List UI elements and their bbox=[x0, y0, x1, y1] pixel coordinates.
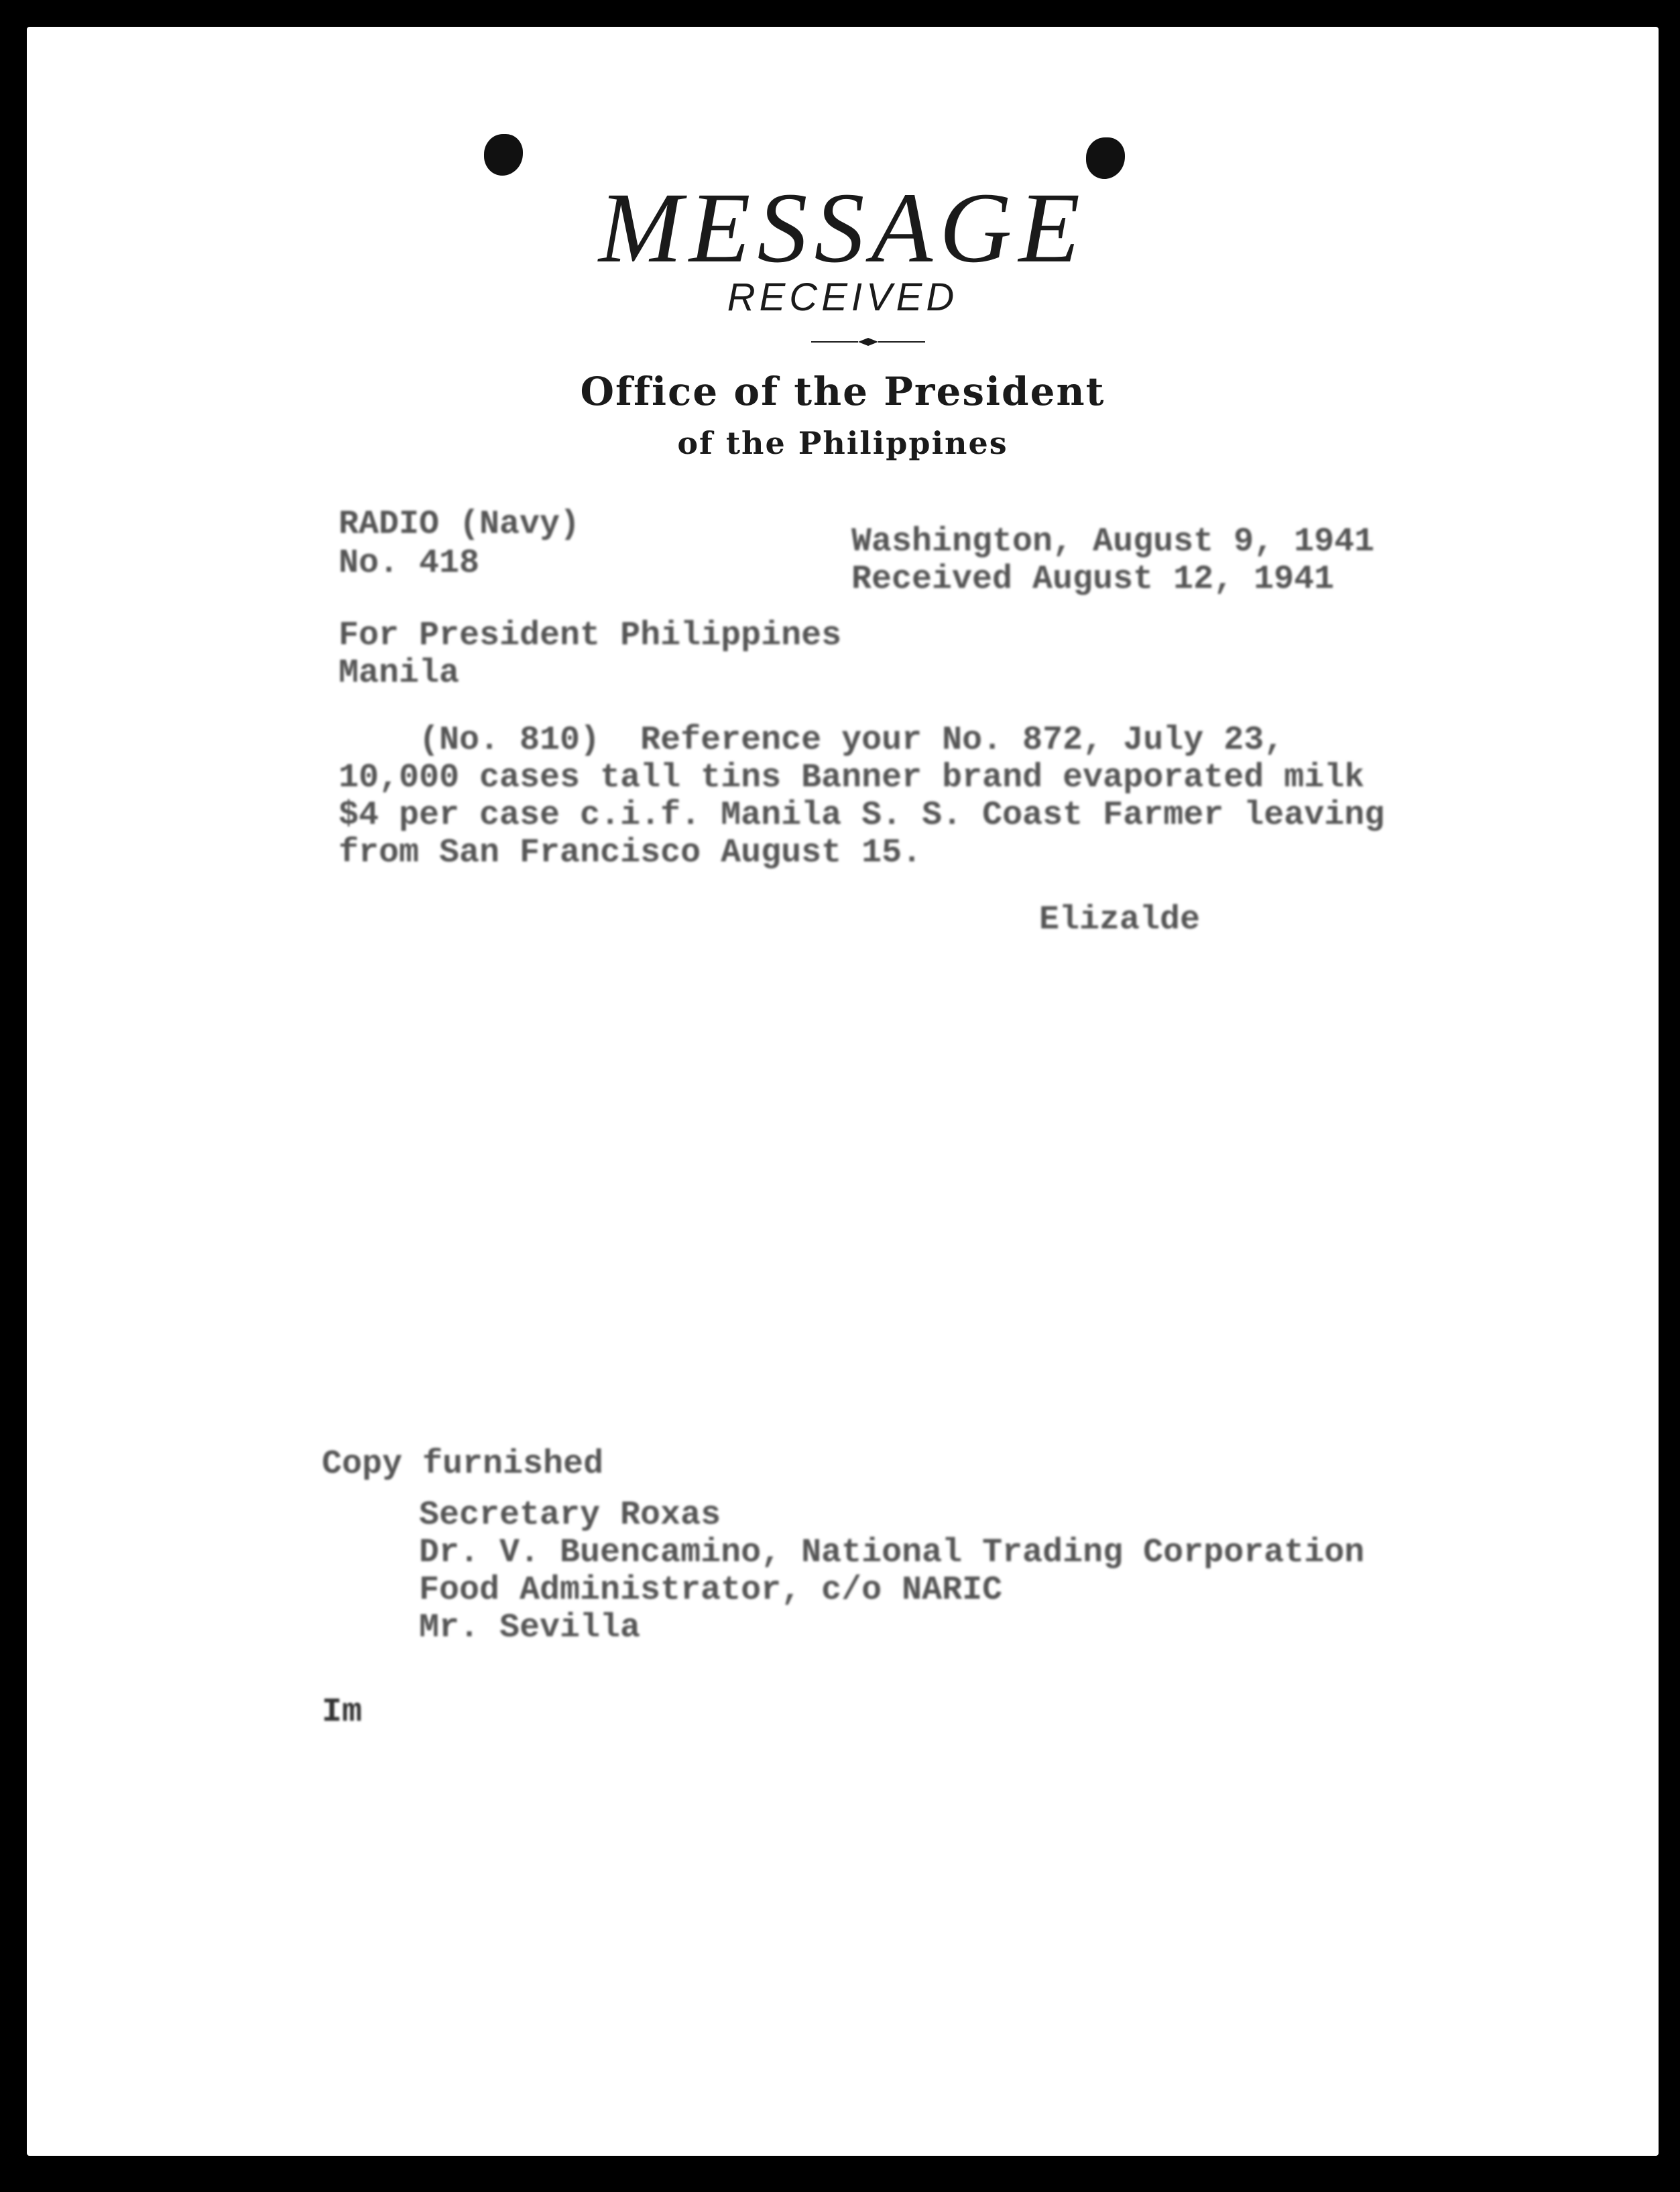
punch-hole-left bbox=[484, 134, 523, 176]
body-line: 10,000 cases tall tins Banner brand evaporated milk bbox=[339, 759, 1365, 797]
body-line: (No. 810) Reference your No. 872, July 23, bbox=[339, 721, 1284, 759]
addressee-city: Manila bbox=[339, 654, 460, 692]
letterhead-country: of the Philippines bbox=[677, 425, 1008, 461]
message-number: No. 418 bbox=[339, 544, 480, 583]
copy-recipient: Secretary Roxas bbox=[419, 1496, 721, 1534]
copy-recipient: Food Administrator, c/o NARIC bbox=[419, 1571, 1003, 1609]
document-page bbox=[27, 27, 1659, 2156]
origin-date: Washington, August 9, 1941 bbox=[851, 523, 1375, 561]
addressee-line: For President Philippines bbox=[339, 617, 842, 655]
body-line: $4 per case c.i.f. Manila S. S. Coast Farmer leaving bbox=[339, 796, 1385, 835]
punch-hole-right bbox=[1086, 137, 1125, 179]
body-line: from San Francisco August 15. bbox=[339, 834, 922, 872]
service-line: RADIO (Navy) bbox=[339, 505, 581, 544]
copy-recipient: Mr. Sevilla bbox=[419, 1609, 641, 1647]
typist-initials: Im bbox=[322, 1693, 363, 1731]
letterhead-subtitle: RECEIVED bbox=[727, 276, 959, 319]
copy-furnished-label: Copy furnished bbox=[322, 1445, 604, 1483]
received-date: Received August 12, 1941 bbox=[851, 560, 1335, 599]
signature: Elizalde bbox=[1039, 901, 1201, 939]
letterhead-title: MESSAGE bbox=[598, 172, 1087, 284]
copy-recipient: Dr. V. Buencamino, National Trading Corporation bbox=[419, 1534, 1365, 1572]
letterhead-ornament bbox=[811, 337, 925, 347]
letterhead-office: Office of the President bbox=[580, 369, 1105, 414]
